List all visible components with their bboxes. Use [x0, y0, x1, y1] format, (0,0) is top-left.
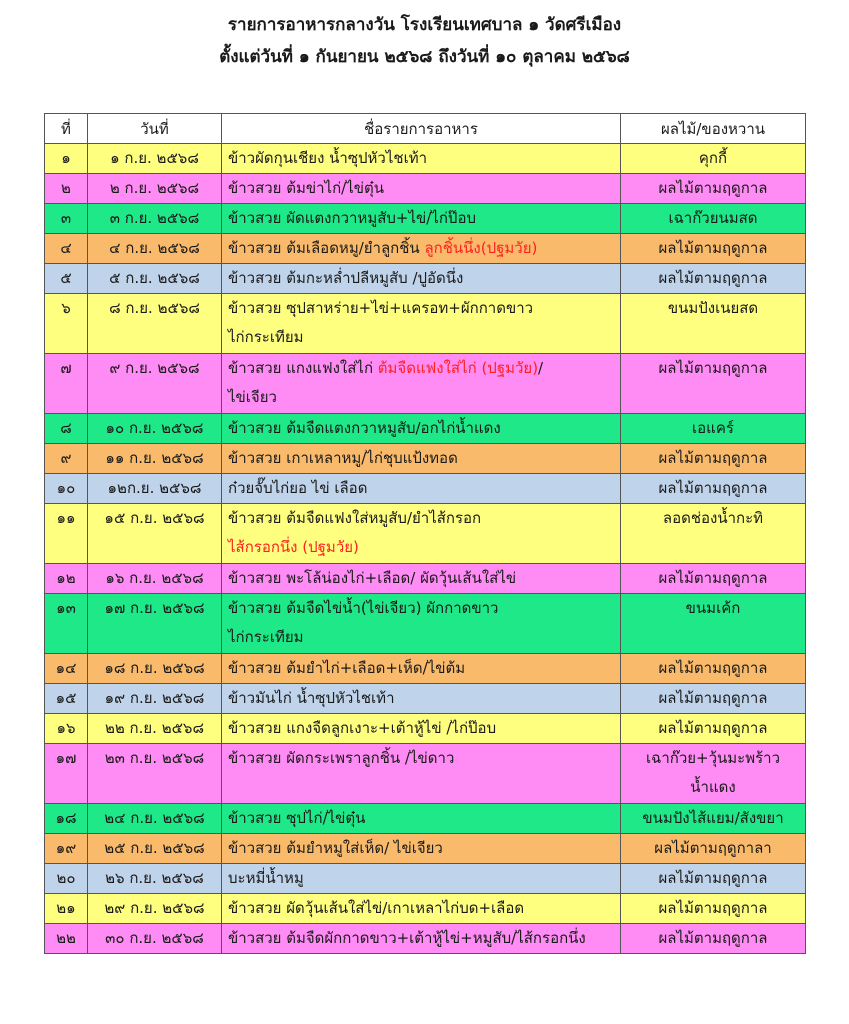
dessert-text: ผลไม้ตามฤดูกาล: [658, 869, 768, 887]
row-menu: [222, 804, 621, 834]
row-date: ๕ ก.ย. ๒๕๖๘: [88, 264, 222, 294]
menu-text-line2: ไข่เจียว: [228, 388, 277, 406]
menu-text: ข้าวสวย ผัดกระเพราลูกชิ้น /ไข่ดาว: [228, 749, 455, 767]
row-menu: [222, 744, 621, 804]
row-date: ๑๘ ก.ย. ๒๕๖๘: [88, 654, 222, 684]
row-dessert: [621, 474, 806, 504]
dessert-text-line2: น้ำแดง: [690, 778, 736, 796]
row-menu: [222, 714, 621, 744]
dessert-text: ผลไม้ตามฤดูกาล: [658, 269, 768, 287]
menu-text: ข้าวสวย ซุปไก่/ไข่ตุ๋น: [228, 809, 366, 827]
row-menu: [222, 264, 621, 294]
table-row: [45, 504, 806, 564]
row-date: ๑๙ ก.ย. ๒๕๖๘: [88, 684, 222, 714]
dessert-text: ผลไม้ตามฤดูกาล: [658, 479, 768, 497]
document-title: รายการอาหารกลางวัน โรงเรียนเทศบาล ๑ วัดศรีเมือง: [227, 15, 622, 35]
row-dessert: [621, 804, 806, 834]
row-number: ๒๒: [45, 924, 88, 954]
row-date: ๒๖ ก.ย. ๒๕๖๘: [88, 864, 222, 894]
dessert-text: ลอดช่องน้ำกะทิ: [662, 509, 764, 527]
row-dessert: [621, 414, 806, 444]
row-number: ๑๑: [45, 504, 88, 564]
menu-text: ข้าวมันไก่ น้ำซุปหัวไชเท้า: [228, 689, 395, 707]
document-subtitle: ตั้งแต่วันที่ ๑ กันยายน ๒๕๖๘ ถึงวันที่ ๑๐ ตุลาคม ๒๕๖๘: [219, 47, 630, 67]
menu-text-line2: ไก่กระเทียม: [228, 628, 304, 646]
table-row: [45, 144, 806, 174]
row-dessert: [621, 714, 806, 744]
table-row: [45, 834, 806, 864]
menu-text: ข้าวสวย ต้มจืดแตงกวาหมูสับ/อกไก่น้ำแดง: [228, 419, 501, 437]
dessert-text: เอแคร์: [692, 419, 734, 437]
menu-text: ข้าวสวย ต้มยำไก่+เลือด+เห็ด/ไข่ต้ม: [228, 659, 466, 677]
row-number: ๘: [45, 414, 88, 444]
row-date: ๔ ก.ย. ๒๕๖๘: [88, 234, 222, 264]
row-date: ๒๙ ก.ย. ๒๕๖๘: [88, 894, 222, 924]
menu-note-red: ลูกชิ้นนึ่ง(ปฐมวัย): [424, 239, 538, 257]
row-menu: [222, 594, 621, 654]
row-menu: [222, 414, 621, 444]
row-dessert: [621, 444, 806, 474]
header-dessert: ผลไม้/ของหวาน: [621, 114, 806, 144]
dessert-text: ผลไม้ตามฤดูกาล: [658, 359, 768, 377]
table-row: [45, 264, 806, 294]
row-dessert: [621, 234, 806, 264]
dessert-text: ขนมเค้ก: [685, 599, 741, 617]
row-number: ๑๙: [45, 834, 88, 864]
row-date: ๑๑ ก.ย. ๒๕๖๘: [88, 444, 222, 474]
menu-text: ข้าวสวย ต้มกะหล่ำปลีหมูสับ /ปูอัดนึ่ง: [228, 269, 464, 287]
row-number: ๑๖: [45, 714, 88, 744]
menu-text: ข้าวผัดกุนเชียง น้ำซุปหัวไชเท้า: [228, 149, 428, 167]
row-number: ๖: [45, 294, 88, 354]
row-date: ๑๒ก.ย. ๒๕๖๘: [88, 474, 222, 504]
dessert-text: คุกกี้: [698, 149, 728, 167]
row-number: ๑๒: [45, 564, 88, 594]
dessert-text: ผลไม้ตามฤดูกาลา: [654, 839, 772, 857]
row-number: ๒: [45, 174, 88, 204]
menu-text: ข้าวสวย ต้มเลือดหมู/ยำลูกชิ้น: [228, 239, 425, 257]
row-date: ๑๐ ก.ย. ๒๕๖๘: [88, 414, 222, 444]
row-menu: [222, 924, 621, 954]
header-date: วันที่: [88, 114, 222, 144]
table-row: [45, 414, 806, 444]
table-row: [45, 744, 806, 804]
table-row: [45, 204, 806, 234]
menu-text: ข้าวสวย แกงแฟงใส่ไก่: [228, 359, 378, 377]
menu-text: ข้าวสวย ต้มจืดผักกาดขาว+เต้าหู้ไข่+หมูสับ/ไส้กรอกนึ่ง: [228, 929, 586, 947]
table-row: [45, 564, 806, 594]
row-number: ๒๐: [45, 864, 88, 894]
table-row: [45, 174, 806, 204]
dessert-text: ผลไม้ตามฤดูกาล: [658, 569, 768, 587]
menu-text: ข้าวสวย ผัดแตงกวาหมูสับ+ไข่/ไก่ป๊อบ: [228, 209, 476, 227]
row-date: ๓ ก.ย. ๒๕๖๘: [88, 204, 222, 234]
menu-text: ก๋วยจั๊บไก่ยอ ไข่ เลือด: [228, 479, 368, 497]
row-menu: [222, 564, 621, 594]
table-body: [45, 144, 806, 954]
table-row: [45, 924, 806, 954]
row-menu: [222, 294, 621, 354]
row-number: ๑๗: [45, 744, 88, 804]
menu-text: ข้าวสวย พะโล้น่องไก่+เลือด/ ผัดวุ้นเส้นใส่ไข่: [228, 569, 517, 587]
row-dessert: [621, 924, 806, 954]
row-date: ๒ ก.ย. ๒๕๖๘: [88, 174, 222, 204]
row-date: ๒๕ ก.ย. ๒๕๖๘: [88, 834, 222, 864]
dessert-text: เฉาก๊วยนมสด: [668, 209, 758, 227]
row-date: ๘ ก.ย. ๒๕๖๘: [88, 294, 222, 354]
row-menu: [222, 444, 621, 474]
row-number: ๑๘: [45, 804, 88, 834]
row-number: ๑๕: [45, 684, 88, 714]
table-row: [45, 444, 806, 474]
dessert-text: ผลไม้ตามฤดูกาล: [658, 929, 768, 947]
row-menu: [222, 864, 621, 894]
row-number: ๑๓: [45, 594, 88, 654]
row-dessert: [621, 354, 806, 414]
menu-text: ข้าวสวย ต้มข่าไก่/ไข่ตุ๋น: [228, 179, 385, 197]
row-date: ๑๖ ก.ย. ๒๕๖๘: [88, 564, 222, 594]
dessert-text: ผลไม้ตามฤดูกาล: [658, 449, 768, 467]
row-number: ๙: [45, 444, 88, 474]
row-dessert: [621, 894, 806, 924]
row-date: ๑ ก.ย. ๒๕๖๘: [88, 144, 222, 174]
menu-text: ข้าวสวย ผัดวุ้นเส้นใส่ไข่/เกาเหลาไก่บด+เลือด: [228, 899, 525, 917]
dessert-text: ผลไม้ตามฤดูกาล: [658, 659, 768, 677]
menu-text: ข้าวสวย ต้มจืดแฟงใส่หมูสับ/ยำไส้กรอก: [228, 509, 482, 527]
header-menu: ชื่อรายการอาหาร: [222, 114, 621, 144]
row-menu: [222, 174, 621, 204]
row-date: ๒๓ ก.ย. ๒๕๖๘: [88, 744, 222, 804]
row-dessert: [621, 864, 806, 894]
table-row: [45, 654, 806, 684]
table-row: [45, 594, 806, 654]
table-row: [45, 354, 806, 414]
row-dessert: [621, 204, 806, 234]
dessert-text: เฉาก๊วย+วุ้นมะพร้าว: [645, 749, 781, 767]
table-row: [45, 864, 806, 894]
menu-note-red: ไส้กรอกนึ่ง (ปฐมวัย): [228, 538, 359, 556]
dessert-text: ผลไม้ตามฤดูกาล: [658, 239, 768, 257]
row-menu: [222, 894, 621, 924]
row-menu: [222, 144, 621, 174]
header-num: ที่: [45, 114, 88, 144]
table-row: [45, 234, 806, 264]
row-number: ๑: [45, 144, 88, 174]
table-header-row: [45, 114, 806, 144]
table-row: [45, 804, 806, 834]
menu-text: บะหมี่น้ำหมู: [228, 869, 304, 887]
row-menu: [222, 684, 621, 714]
row-date: ๓๐ ก.ย. ๒๕๖๘: [88, 924, 222, 954]
row-number: ๕: [45, 264, 88, 294]
table-row: [45, 684, 806, 714]
dessert-text: ผลไม้ตามฤดูกาล: [658, 179, 768, 197]
row-dessert: [621, 174, 806, 204]
table-row: [45, 474, 806, 504]
row-menu: [222, 654, 621, 684]
row-menu: [222, 474, 621, 504]
row-dessert: [621, 144, 806, 174]
menu-text-line2: ไก่กระเทียม: [228, 328, 304, 346]
row-menu: [222, 204, 621, 234]
row-date: ๑๗ ก.ย. ๒๕๖๘: [88, 594, 222, 654]
menu-text: ข้าวสวย แกงจืดลูกเงาะ+เต้าหู้ไข่ /ไก่ป๊อบ: [228, 719, 497, 737]
table-row: [45, 894, 806, 924]
dessert-text: ขนมปังเนยสด: [667, 299, 759, 317]
menu-text-suffix: /: [538, 359, 544, 377]
row-menu: [222, 354, 621, 414]
table-row: [45, 714, 806, 744]
row-dessert: [621, 564, 806, 594]
row-menu: [222, 504, 621, 564]
row-dessert: [621, 594, 806, 654]
row-dessert: [621, 744, 806, 804]
row-number: ๑๔: [45, 654, 88, 684]
row-date: ๒๔ ก.ย. ๒๕๖๘: [88, 804, 222, 834]
menu-text: ข้าวสวย ซุปสาหร่าย+ไข่+แครอท+ผักกาดขาว: [228, 299, 534, 317]
dessert-text: ผลไม้ตามฤดูกาล: [658, 689, 768, 707]
row-number: ๔: [45, 234, 88, 264]
menu-text: ข้าวสวย ต้มยำหมูใส่เห็ด/ ไข่เจียว: [228, 839, 443, 857]
menu-text: ข้าวสวย เกาเหลาหมู/ไก่ชุบแป้งทอด: [228, 449, 458, 467]
row-dessert: [621, 834, 806, 864]
lunch-menu-table: [44, 113, 806, 954]
row-menu: [222, 834, 621, 864]
row-date: ๒๒ ก.ย. ๒๕๖๘: [88, 714, 222, 744]
row-number: ๗: [45, 354, 88, 414]
row-menu: [222, 234, 621, 264]
row-number: ๑๐: [45, 474, 88, 504]
row-dessert: [621, 504, 806, 564]
row-date: ๑๕ ก.ย. ๒๕๖๘: [88, 504, 222, 564]
dessert-text: ผลไม้ตามฤดูกาล: [658, 899, 768, 917]
row-number: ๓: [45, 204, 88, 234]
table-row: [45, 294, 806, 354]
row-dessert: [621, 654, 806, 684]
row-date: ๙ ก.ย. ๒๕๖๘: [88, 354, 222, 414]
row-dessert: [621, 294, 806, 354]
row-number: ๒๑: [45, 894, 88, 924]
row-dessert: [621, 684, 806, 714]
row-dessert: [621, 264, 806, 294]
menu-text: ข้าวสวย ต้มจืดไข่น้ำ(ไข่เจียว) ผักกาดขาว: [228, 599, 499, 617]
dessert-text: ผลไม้ตามฤดูกาล: [658, 719, 768, 737]
menu-note-red: ต้มจืดแฟงใส่ไก่ (ปฐมวัย): [377, 359, 539, 377]
dessert-text: ขนมปังไส้แยม/สังขยา: [642, 809, 784, 827]
